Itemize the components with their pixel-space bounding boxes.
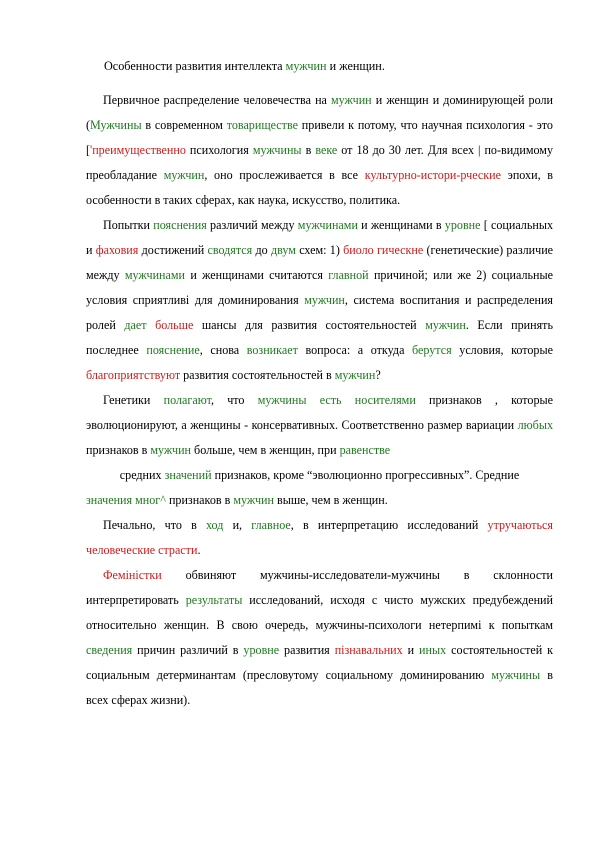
text-run: состоятельностей к социальным детерминантам (пресловутому социальному доминированию — [86, 643, 554, 682]
text-run: больше, чем в женщин, при — [191, 443, 340, 457]
highlight-green-text: главное — [251, 518, 291, 532]
highlight-red-text: Феміністки — [103, 568, 162, 582]
text-run: развития — [279, 643, 335, 657]
highlight-green-text: двум — [270, 243, 296, 257]
text-run: Печально, что в — [103, 518, 206, 532]
text-run: [ социальных и — [86, 218, 554, 257]
document-title — [104, 58, 544, 74]
text-run: психология — [185, 143, 253, 157]
text-run: Генетики — [103, 393, 164, 407]
highlight-green-text: Мужчины — [90, 118, 142, 132]
text-run: (генетические) различие между — [86, 243, 554, 282]
text-run: исследований, исходя с чисто мужских предубеждений относительно женщин. В свою очередь, мужчины-психологи нетерпимі к попыткам — [86, 593, 554, 632]
highlight-green-text: главной — [328, 268, 369, 282]
text-run: признаков, кроме “эволюционно прогрессивных”. Средние — [211, 468, 520, 482]
text-run: вопроса: а откуда — [297, 343, 413, 357]
text-run: признаков , которые эволюционируют, а женщины - консервативных. Соответственно размер вариации — [86, 393, 554, 432]
highlight-green-text: любых — [517, 418, 553, 432]
paragraph — [86, 563, 553, 713]
highlight-green-text: пояснение — [146, 343, 200, 357]
highlight-green-text: мужчин — [425, 318, 466, 332]
text-run: Особенности развития интеллекта — [104, 59, 286, 73]
highlight-green-text: уровне — [243, 643, 280, 657]
text-run: различий между — [206, 218, 298, 232]
text-run: в всех сферах жизни). — [86, 668, 554, 707]
highlight-green-text: товариществе — [226, 118, 298, 132]
paragraph — [86, 488, 553, 513]
text-run: выше, чем в женщин. — [273, 493, 388, 507]
highlight-red-text: утручаються человеческие страсти — [86, 518, 553, 557]
highlight-green-text: мужчин — [304, 293, 345, 307]
text-run: причин различий в — [132, 643, 244, 657]
text-run: и женщин. — [326, 59, 385, 73]
text-run: в современном — [141, 118, 227, 132]
text-run: , система воспитания и распределения ролей — [86, 293, 553, 332]
text-run: развития состоятельностей в — [180, 368, 335, 382]
highlight-green-text: мужчин — [331, 93, 372, 107]
text-run: в — [301, 143, 316, 157]
highlight-green-text: иных — [419, 643, 447, 657]
text-run: шансы для развития состоятельностей — [193, 318, 426, 332]
document-body — [86, 88, 553, 713]
text-run: , снова — [199, 343, 247, 357]
highlight-green-text: мужчинами — [297, 218, 358, 232]
text-run: схем: 1) — [295, 243, 344, 257]
text-run: средних — [119, 468, 165, 482]
text-run: , что — [210, 393, 258, 407]
highlight-green-text: равенстве — [339, 443, 391, 457]
highlight-red-text: благоприятствуют — [86, 368, 181, 382]
highlight-green-text: мужчинами — [124, 268, 186, 282]
highlight-red-text: биоло гическне — [343, 243, 424, 257]
text-run: и, — [223, 518, 252, 532]
text-run: от 18 до 30 лет. Для всех | по-видимому преобладание — [86, 143, 553, 182]
highlight-red-text: культурно-истори-рческие — [364, 168, 501, 182]
text-run: ? — [375, 368, 381, 382]
highlight-green-text: сводятся — [207, 243, 253, 257]
paragraph — [86, 88, 553, 213]
highlight-red-text: фаховия — [95, 243, 139, 257]
text-run: причиной; или же 2) социальные условия сприятливі для доминирования — [86, 268, 553, 307]
highlight-green-text: ход — [205, 518, 224, 532]
highlight-green-text: полагают — [163, 393, 211, 407]
text-run: , оно прослеживается в все — [204, 168, 365, 182]
text-run: признаков в — [165, 493, 234, 507]
text-run: , в интерпретацию исследований — [290, 518, 488, 532]
text-run: до — [252, 243, 271, 257]
text-run: и женщинами считаются — [185, 268, 329, 282]
text-run — [147, 318, 156, 332]
text-run: привели к потому, что научная психология - это [ — [86, 118, 553, 157]
highlight-green-text: мужчины — [491, 668, 541, 682]
paragraph — [86, 388, 553, 463]
text-run: и женщин и доминирующей роли ( — [86, 93, 553, 132]
highlight-green-text: мужчин — [233, 493, 274, 507]
text-run: Попытки — [103, 218, 154, 232]
highlight-green-text: мужчин — [150, 443, 192, 457]
text-run: эпохи, в особенности в таких сферах, как наука, искусство, политика. — [86, 168, 553, 207]
highlight-green-text: пояснения — [153, 218, 207, 232]
highlight-green-text: веке — [315, 143, 338, 157]
highlight-red-text: 'преимущественно — [90, 143, 186, 157]
text-run: достижений — [138, 243, 208, 257]
highlight-green-text: мужчины — [252, 143, 302, 157]
highlight-green-text: мужчин — [163, 168, 205, 182]
highlight-green-text: значений — [164, 468, 212, 482]
highlight-green-text: результаты — [185, 593, 243, 607]
text-run: и женщинами в — [357, 218, 445, 232]
paragraph — [86, 213, 553, 388]
text-run: обвиняют мужчины-исследователи-мужчины в склонности интерпретировать — [86, 568, 553, 607]
paragraph — [86, 513, 553, 563]
highlight-green-text: мужчин — [334, 368, 376, 382]
highlight-red-text: больше — [155, 318, 194, 332]
highlight-green-text: сведения — [86, 643, 133, 657]
highlight-green-text: возникает — [246, 343, 298, 357]
highlight-green-text: значения мног^ — [86, 493, 166, 507]
paragraph — [86, 463, 553, 488]
highlight-green-text: берутся — [412, 343, 452, 357]
highlight-red-text: пізнавальних — [334, 643, 403, 657]
highlight-green-text: уровне — [444, 218, 481, 232]
text-run: . Если принять последнее — [86, 318, 553, 357]
text-run: условия, которые — [451, 343, 553, 357]
text-run: . — [197, 543, 201, 557]
text-run: признаков в — [86, 443, 151, 457]
highlight-green-text: дает — [124, 318, 147, 332]
highlight-green-text: мужчин — [285, 59, 327, 73]
text-run: Первичное распределение человечества на — [103, 93, 332, 107]
highlight-green-text: мужчины есть носителями — [257, 393, 416, 407]
text-run: и — [402, 643, 420, 657]
